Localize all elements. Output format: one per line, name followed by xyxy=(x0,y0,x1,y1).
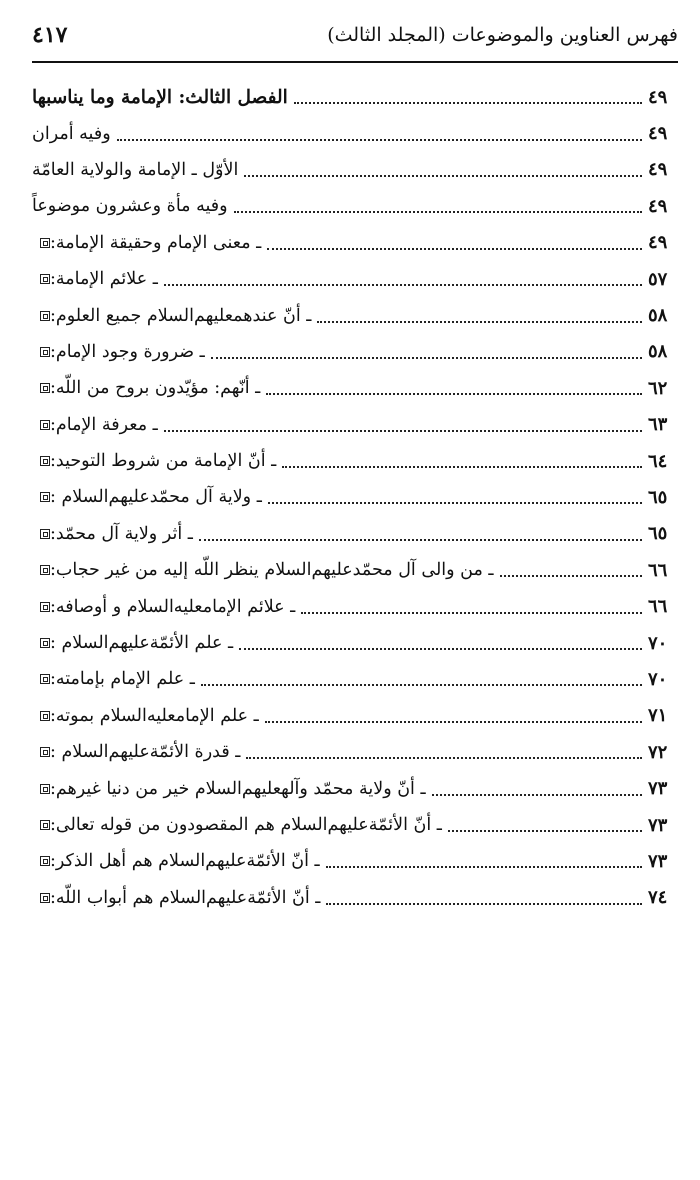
square-bullet-icon xyxy=(40,311,50,321)
toc-entry xyxy=(32,188,676,224)
toc-entry-title: وفيه مأة وعشرون موضوعاً xyxy=(32,196,228,217)
toc-entry-page: ٥٧ xyxy=(648,268,668,290)
square-bullet-icon xyxy=(40,747,50,757)
dot-leader xyxy=(267,248,642,250)
toc-entry-page: ٤٩ xyxy=(648,195,668,217)
dot-leader xyxy=(211,357,642,359)
square-bullet-icon xyxy=(40,893,50,903)
toc-entry-page: ٧٠ xyxy=(648,668,668,690)
dot-leader xyxy=(266,393,642,395)
square-bullet-icon xyxy=(40,565,50,575)
toc-entry-title: الأوّل ـ الإمامة والولاية العامّة xyxy=(32,159,239,180)
square-bullet-icon xyxy=(40,347,50,357)
page-header xyxy=(32,18,678,58)
dot-leader xyxy=(294,102,642,104)
toc-entry-page: ٧٣ xyxy=(648,850,668,872)
toc-entry-page: ٧١ xyxy=(648,705,668,727)
header-divider xyxy=(32,61,678,63)
toc-entry xyxy=(32,698,676,734)
toc-entry xyxy=(32,479,676,515)
toc-entry-title: ـ أنّ الأئمّةعليهم‌السلام هم المقصودون من قوله تعالى: xyxy=(50,815,442,835)
toc-entry-title: ـ معنى الإمام وحقيقة الإمامة: xyxy=(50,232,262,253)
toc-entry-page: ٦٣ xyxy=(648,414,668,436)
toc-entry-page: ٦٦ xyxy=(648,596,668,618)
toc-entry-page: ٧٣ xyxy=(648,778,668,800)
dot-leader xyxy=(201,684,642,686)
toc-entry-title: ـ أثر ولاية آل محمّد: xyxy=(50,523,193,544)
toc-entry-page: ٤٩ xyxy=(648,159,668,181)
toc-entry-title: ـ أنّ عندهمعليهم‌السلام جميع العلوم: xyxy=(50,305,312,326)
toc-entry-title: ـ أنّ الأئمّةعليهم‌السلام هم أبواب اللّه: xyxy=(50,887,321,908)
toc-entry-title: ـ علائم الإمامعليه‌السلام و أوصافه: xyxy=(50,596,296,617)
toc-entry xyxy=(32,443,676,479)
square-bullet-icon xyxy=(40,856,50,866)
square-bullet-icon xyxy=(40,784,50,794)
toc-entry-page: ٦٥ xyxy=(648,523,668,545)
page-number: ٤١٧ xyxy=(32,22,68,48)
square-bullet-icon xyxy=(40,274,50,284)
toc-entry-page: ٤٩ xyxy=(648,86,668,108)
toc-entry xyxy=(32,880,676,916)
toc-entry-title: ـ علائم الإمامة: xyxy=(50,269,158,290)
running-title: فهرس العناوين والموضوعات (المجلد الثالث) xyxy=(327,24,678,46)
toc-entry-title: ـ أنّهم: مؤيّدون بروح من اللّه: xyxy=(50,378,261,399)
toc-entry xyxy=(32,770,676,806)
toc-entry-page: ٦٢ xyxy=(648,377,668,399)
square-bullet-icon xyxy=(40,638,50,648)
toc-entry xyxy=(32,407,676,443)
square-bullet-icon xyxy=(40,602,50,612)
toc-entry xyxy=(32,225,676,261)
toc-entry-page: ٥٨ xyxy=(648,305,668,327)
dot-leader xyxy=(282,466,642,468)
toc-entry-title: ـ قدرة الأئمّةعليهم‌السلام : xyxy=(50,742,241,763)
toc-entry-page: ٥٨ xyxy=(648,341,668,363)
dot-leader xyxy=(246,757,642,759)
toc-entry-title: ـ علم الأئمّةعليهم‌السلام : xyxy=(50,633,234,654)
toc-entry-page: ٦٦ xyxy=(648,559,668,581)
square-bullet-icon xyxy=(40,238,50,248)
toc-entry-title: ـ معرفة الإمام: xyxy=(50,414,158,435)
toc-entry-title: ـ أنّ ولاية محمّد وآلهعليهم‌السلام خير من دنيا غيرهم: xyxy=(50,778,426,799)
dot-leader xyxy=(500,575,642,577)
toc-entry xyxy=(32,115,676,151)
toc-entry xyxy=(32,79,676,115)
dot-leader xyxy=(326,903,642,905)
toc-entry-page: ٧٢ xyxy=(648,741,668,763)
toc-entry xyxy=(32,516,676,552)
toc-entry-title: ـ علم الإمام بإمامته: xyxy=(50,669,195,690)
toc-entry xyxy=(32,734,676,770)
square-bullet-icon xyxy=(40,711,50,721)
toc-entry-title: ـ ضرورة وجود الإمام: xyxy=(50,341,205,362)
toc-entry xyxy=(32,261,676,297)
toc-entry-title: الفصل الثالث: الإمامة وما يناسبها xyxy=(32,86,288,108)
toc-entry-title: ـ ولاية آل محمّدعليهم‌السلام : xyxy=(50,487,262,508)
toc-entry-page: ٧٣ xyxy=(648,814,668,836)
square-bullet-icon xyxy=(40,456,50,466)
toc-entry-title: ـ أنّ الإمامة من شروط التوحيد: xyxy=(50,451,277,472)
dot-leader xyxy=(301,612,642,614)
toc-entry-page: ٦٤ xyxy=(648,450,668,472)
toc-entry xyxy=(32,152,676,188)
toc-entry-page: ٦٥ xyxy=(648,486,668,508)
toc-entry-title: ـ علم الإمامعليه‌السلام بموته: xyxy=(50,705,259,726)
square-bullet-icon xyxy=(40,674,50,684)
toc-entry xyxy=(32,297,676,333)
dot-leader xyxy=(432,794,642,796)
dot-leader xyxy=(326,866,642,868)
square-bullet-icon xyxy=(40,383,50,393)
dot-leader xyxy=(164,430,642,432)
toc-entry-page: ٧٤ xyxy=(648,887,668,909)
toc-entry-title: ـ من والى آل محمّدعليهم‌السلام ينظر اللّه إليه من غير حجاب: xyxy=(50,560,494,581)
toc-entry xyxy=(32,843,676,879)
toc-entry xyxy=(32,625,676,661)
dot-leader xyxy=(265,721,642,723)
square-bullet-icon xyxy=(40,420,50,430)
dot-leader xyxy=(448,830,642,832)
dot-leader xyxy=(268,502,642,504)
dot-leader xyxy=(199,539,642,541)
toc-entry xyxy=(32,334,676,370)
dot-leader xyxy=(117,139,642,141)
toc-entry-page: ٧٠ xyxy=(648,632,668,654)
toc-entry xyxy=(32,370,676,406)
dot-leader xyxy=(234,211,642,213)
dot-leader xyxy=(164,284,642,286)
toc-entry xyxy=(32,807,676,843)
dot-leader xyxy=(244,175,642,177)
square-bullet-icon xyxy=(40,820,50,830)
toc-entry-title: ـ أنّ الأئمّةعليهم‌السلام هم أهل الذكر: xyxy=(50,851,320,872)
table-of-contents xyxy=(32,79,676,916)
square-bullet-icon xyxy=(40,492,50,502)
toc-entry-page: ٤٩ xyxy=(648,232,668,254)
toc-entry xyxy=(32,552,676,588)
toc-entry xyxy=(32,661,676,697)
toc-entry-page: ٤٩ xyxy=(648,123,668,145)
square-bullet-icon xyxy=(40,529,50,539)
toc-entry-title: وفيه أمران xyxy=(32,123,111,144)
toc-entry xyxy=(32,588,676,624)
dot-leader xyxy=(239,648,642,650)
dot-leader xyxy=(317,321,642,323)
